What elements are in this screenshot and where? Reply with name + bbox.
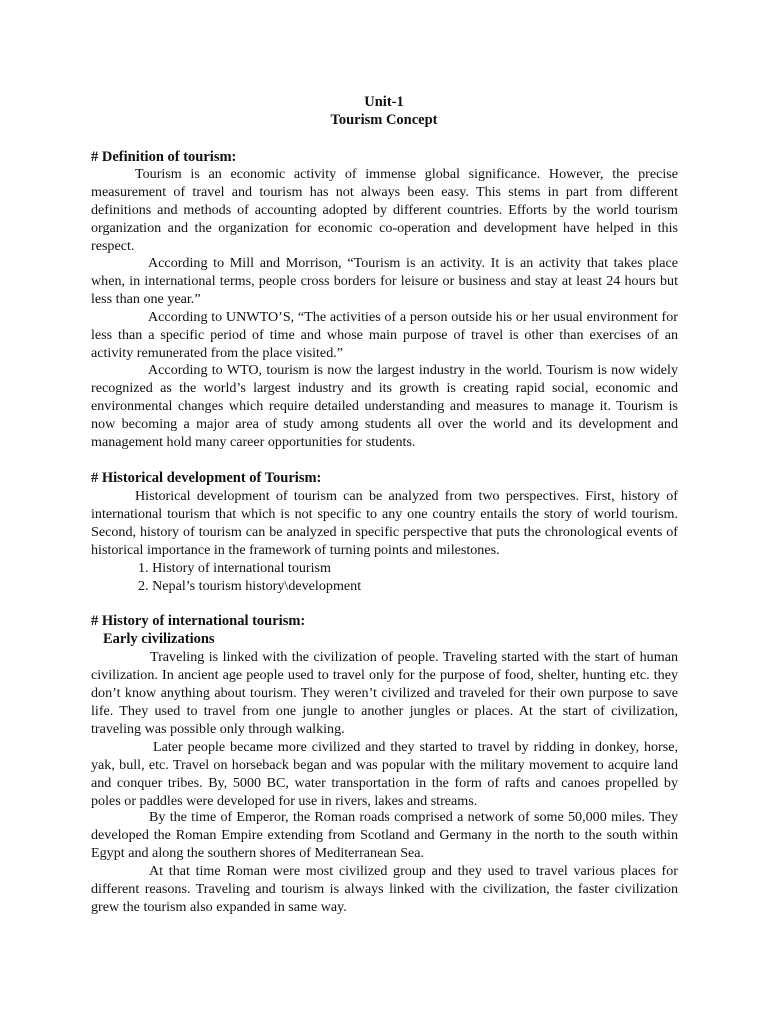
early-civilizations-subheading: Early civilizations — [103, 631, 215, 647]
international-paragraph-1: Traveling is linked with the civilization of people. Traveling started with the start of human civilization. In ancient age people used to travel only for the purpose of food, shelter, hunting etc. they don’t know anything about tourism. They weren’t civilized and traveled for their own purpose to save life. They used to travel from one jungle to another jungles or places. At the start of civilization, traveling was possible only through walking. — [91, 649, 678, 737]
international-heading: # History of international tourism: — [91, 613, 306, 629]
historical-heading: # Historical development of Tourism: — [91, 470, 322, 486]
definition-paragraph-3: According to UNWTO’S, “The activities of a person outside his or her usual environment for less than a specific period of time and whose main purpose of travel is other than exercises of an activity remunerated from the place visited.” — [91, 309, 678, 361]
list-item: 1. History of international tourism — [138, 560, 331, 576]
historical-paragraph: Historical development of tourism can be analyzed from two perspectives. First, history of international tourism that which is not specific to any one country entails the story of world tourism. Second, history of tourism can be analyzed in specific perspective that puts the chronological events of historical importance in the framework of turning points and milestones. — [91, 488, 678, 558]
international-paragraph-4: At that time Roman were most civilized group and they used to travel various places for different reasons. Traveling and tourism is always linked with the civilization, the faster civilization grew the tourism also expanded in same way. — [91, 863, 678, 915]
definition-paragraph-2: According to Mill and Morrison, “Tourism is an activity. It is an activity that takes place when, in international terms, people cross borders for leisure or business and stay at least 24 hours but less than one year.” — [91, 255, 678, 307]
definition-paragraph-1: Tourism is an economic activity of immense global significance. However, the precise measurement of travel and tourism has not always been easy. This stems in part from different definitions and methods of accounting adopted by different countries. Efforts by the world tourism organization and the organization for economic co-operation and development have helped in this respect. — [91, 166, 678, 254]
international-paragraph-2: Later people became more civilized and they started to travel by ridding in donkey, horse, yak, bull, etc. Travel on horseback began and was popular with the military movement to acquire land and conquer tribes. By, 5000 BC, water transportation in the form of rafts and canoes propelled by poles or paddles were developed for use in rivers, lakes and streams. — [91, 739, 678, 809]
page-title: Tourism Concept — [330, 112, 438, 128]
international-paragraph-3: By the time of Emperor, the Roman roads comprised a network of some 50,000 miles. They developed the Roman Empire extending from Scotland and Germany in the north to the south within Egypt and along the southern shores of Mediterranean Sea. — [91, 809, 678, 861]
unit-label: Unit-1 — [364, 94, 404, 110]
list-item: 2. Nepal’s tourism history\development — [138, 578, 362, 594]
history-list — [138, 559, 361, 595]
definition-heading: # Definition of tourism: — [91, 149, 237, 165]
definition-paragraph-4: According to WTO, tourism is now the largest industry in the world. Tourism is now widely recognized as the world’s largest industry and its growth is creating rapid social, economic and environmental changes which require detailed understanding and measures to manage it. Tourism is now becoming a major area of study among students all over the world and its development and management hold many career opportunities for students. — [91, 362, 678, 450]
